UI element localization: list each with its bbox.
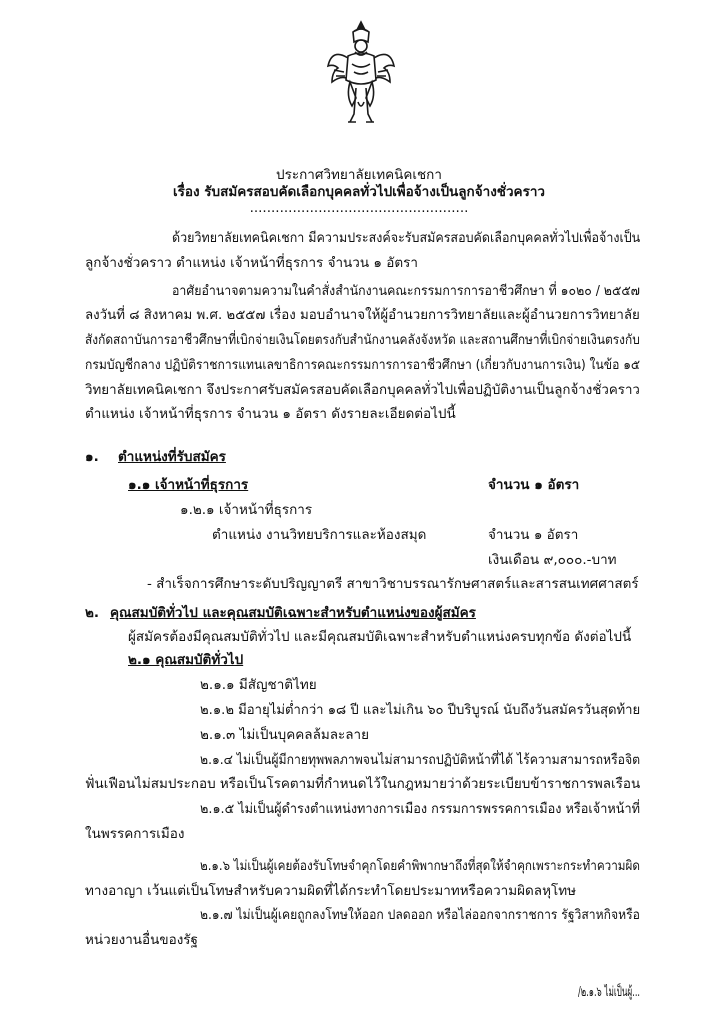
section1-number: ๑. <box>85 449 99 465</box>
section2-1-heading: ๒.๑ คุณสมบัติทั่วไป <box>128 652 244 668</box>
garuda-emblem-icon <box>326 18 396 133</box>
title-divider: ................................................... <box>249 200 469 216</box>
position-name: ตำแหน่ง งานวิทยบริการและห้องสมุด <box>212 527 427 543</box>
section2-intro: ผู้สมัครต้องมีคุณสมบัติทั่วไป และมีคุณสมบัติเฉพาะสำหรับตำแหน่งครบทุกข้อ ดังต่อไปนี้ <box>128 629 632 645</box>
qualification: - สำเร็จการศึกษาระดับปริญญาตรี สาขาวิชาบรรณารักษศาสตร์และสารสนเทศศาสตร์ <box>147 576 639 592</box>
position-count: จำนวน ๑ อัตรา <box>488 527 579 543</box>
section1-1-label: ๑.๑ เจ้าหน้าที่ธุรการ <box>128 477 249 493</box>
document-title: ประกาศวิทยาลัยเทคนิคเชกา <box>276 167 442 183</box>
continuation-marker: /๒.๑.๖ ไม่เป็นผู้... <box>578 984 641 1000</box>
item-2-1-7-line1: ๒.๑.๗ ไม่เป็นผู้เคยถูกลงโทษให้ออก ปลดออก หรือไล่ออกจากราชการ รัฐวิสาหกิจหรือ <box>200 907 640 923</box>
item-2-1-3: ๒.๑.๓ ไม่เป็นบุคคลล้มละลาย <box>200 727 370 743</box>
item-2-1-4-line1: ๒.๑.๔ ไม่เป็นผู้มีกายทุพพลภาพจนไม่สามารถปฏิบัติหน้าที่ได้ ไร้ความสามารถหรือจิต <box>200 752 641 768</box>
item-2-1-7-line2: หน่วยงานอื่นของรัฐ <box>85 932 198 948</box>
item-2-1-4-line2: ฟั่นเฟือนไม่สมประกอบ หรือเป็นโรคตามที่กำหนดไว้ในกฎหมายว่าด้วยระเบียบข้าราชการพลเรือน <box>85 776 641 792</box>
item-2-1-6-line2: ทางอาญา เว้นแต่เป็นโทษสำหรับความผิดที่ได้กระทำโดยประมาทหรือความผิดลหุโทษ <box>85 883 577 899</box>
section1-2-1-label: ๑.๒.๑ เจ้าหน้าที่ธุรการ <box>180 502 313 518</box>
item-2-1-1: ๒.๑.๑ มีสัญชาติไทย <box>200 677 317 693</box>
intro-para1-line2: ลูกจ้างชั่วคราว ตำแหน่ง เจ้าหน้าที่ธุรการ จำนวน ๑ อัตรา <box>85 255 418 271</box>
intro-para2-line5: วิทยาลัยเทคนิคเชกา จึงประกาศรับสมัครสอบคัดเลือกบุคคลทั่วไปเพื่อปฏิบัติงานเป็นลูกจ้างชั่วคราว <box>85 382 640 398</box>
item-2-1-5-line1: ๒.๑.๕ ไม่เป็นผู้ดำรงตำแหน่งทางการเมือง กรรมการพรรคการเมือง หรือเจ้าหน้าที่ <box>200 801 641 817</box>
section2-number: ๒. <box>85 605 100 621</box>
salary: เงินเดือน ๙,๐๐๐.-บาท <box>488 552 617 568</box>
item-2-1-6-line1: ๒.๑.๖ ไม่เป็นผู้เคยต้องรับโทษจำคุกโดยคำพิพากษาถึงที่สุดให้จำคุกเพราะกระทำความผิด <box>200 858 640 874</box>
intro-para1-line1: ด้วยวิทยาลัยเทคนิคเชกา มีความประสงค์จะรับสมัครสอบคัดเลือกบุคคลทั่วไปเพื่อจ้างเป็น <box>172 230 641 246</box>
intro-para2-line2: ลงวันที่ ๘ สิงหาคม พ.ศ. ๒๕๕๗ เรื่อง มอบอำนาจให้ผู้อำนวยการวิทยาลัยและผู้อำนวยการวิทยาลัย <box>85 307 640 323</box>
intro-para2-line4: กรมบัญชีกลาง ปฏิบัติราชการแทนเลขาธิการคณะกรรมการการอาชีวศึกษา (เกี่ยวกับงานการเงิน) ในข้อ ๑๕ <box>85 357 641 373</box>
item-2-1-5-line2: ในพรรคการเมือง <box>85 826 185 842</box>
intro-para2-line3: สังกัดสถาบันการอาชีวศึกษาที่เบิกจ่ายเงินโดยตรงกับสำนักงานคลังจังหวัด และสถานศึกษาที่เบิกจ่ายเงินตรงกับ <box>85 332 640 348</box>
document-subject: เรื่อง รับสมัครสอบคัดเลือกบุคคลทั่วไปเพื่อจ้างเป็นลูกจ้างชั่วคราว <box>173 184 545 200</box>
intro-para2-line1: อาศัยอำนาจตามความในคำสั่งสำนักงานคณะกรรมการการอาชีวศึกษา ที่ ๑๐๒๐ / ๒๕๕๗ <box>172 283 640 299</box>
section1-heading: ตำแหน่งที่รับสมัคร <box>118 449 226 465</box>
intro-para2-line6: ตำแหน่ง เจ้าหน้าที่ธุรการ จำนวน ๑ อัตรา ดังรายละเอียดต่อไปนี้ <box>85 406 456 422</box>
item-2-1-2: ๒.๑.๒ มีอายุไม่ต่ำกว่า ๑๘ ปี และไม่เกิน ๖๐ ปีบริบูรณ์ นับถึงวันสมัครวันสุดท้าย <box>200 702 641 718</box>
section2-heading: คุณสมบัติทั่วไป และคุณสมบัติเฉพาะสำหรับตำแหน่งของผู้สมัคร <box>110 605 476 621</box>
section1-1-count: จำนวน ๑ อัตรา <box>488 477 580 493</box>
